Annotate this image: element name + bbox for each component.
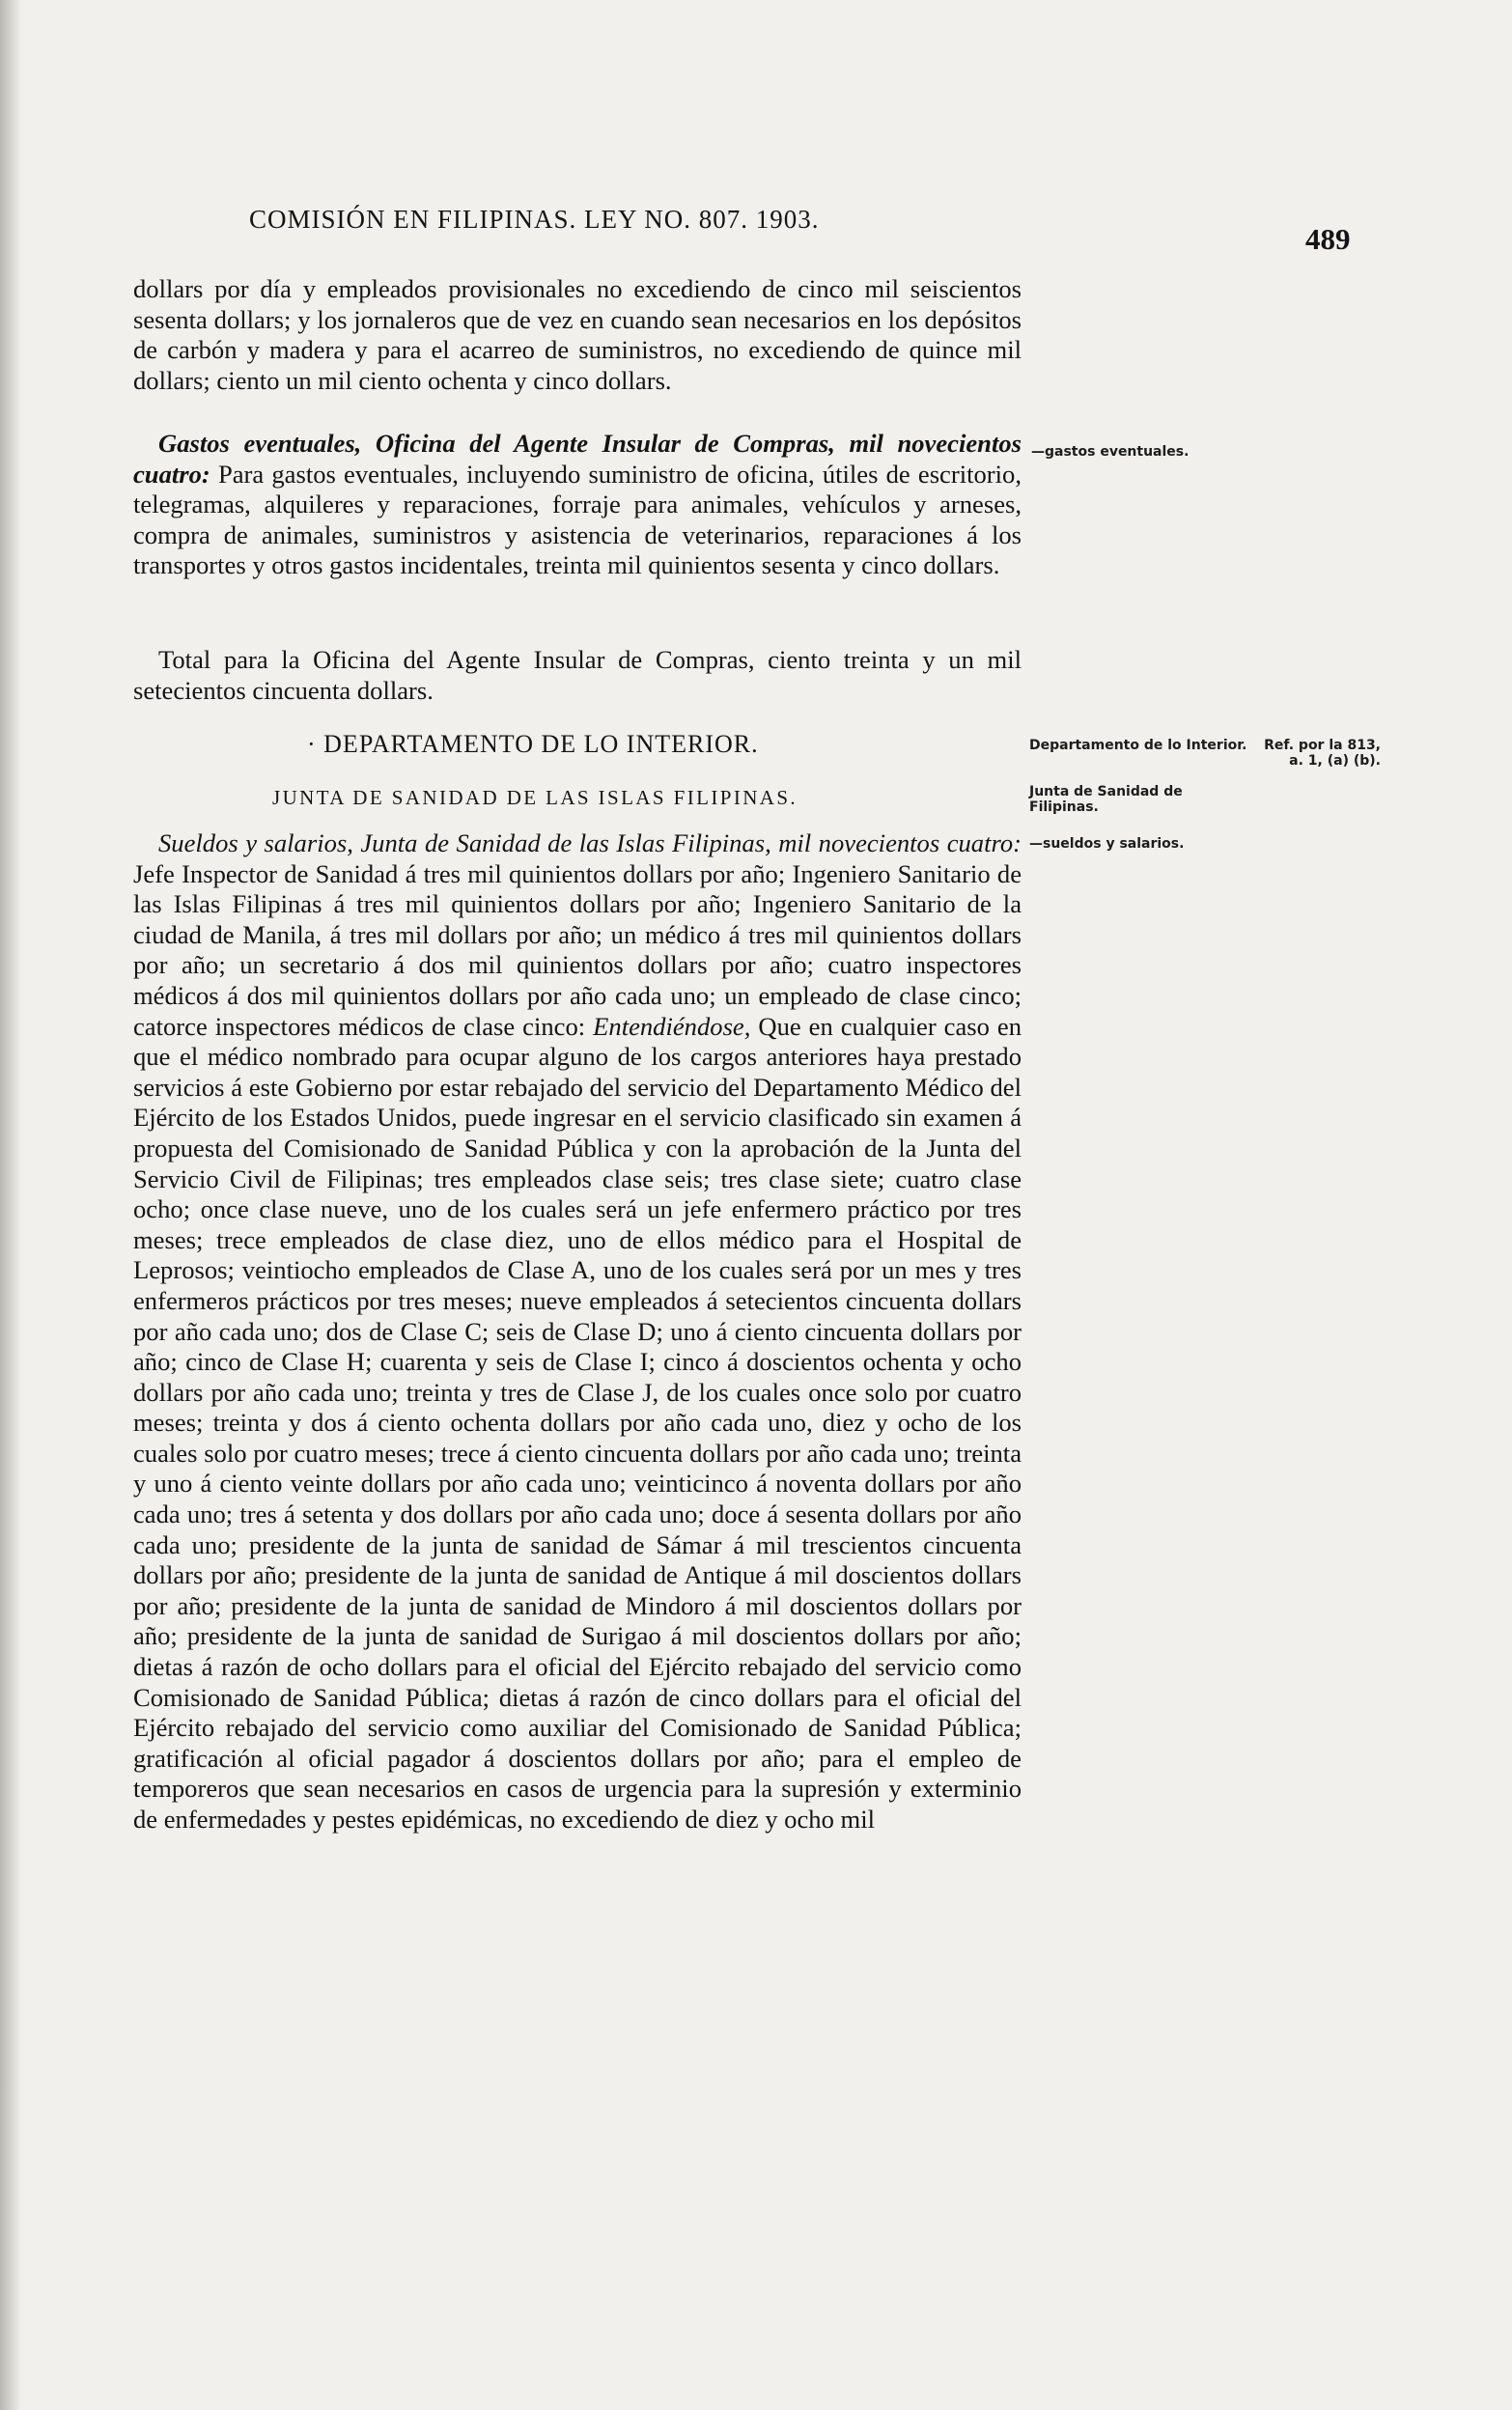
total-paragraph [133,645,1022,706]
margin-note-gastos: —gastos eventuales. [1031,444,1190,460]
scan-gutter-shadow [0,0,21,2410]
sueldos-paragraph-text-1: Jefe Inspector de Sanidad á tres mil quinientos dollars por año; Ingeniero Sanitario de las Islas Filipinas á tres mil quinientos dollars por año; Ingeniero Sanitario de la ciudad de Manila, á tres mil dollars por año; un médico á tres mil quinientos dollars por año; un secretario á dos mil quinientos dollars por año; cuatro inspectores médicos á dos mil quinientos dollars por año cada uno; un empleado de clase cinco; catorce inspectores médicos de clase cinco: [133,858,1022,1041]
subsection-title: JUNTA DE SANIDAD DE LAS ISLAS FILIPINAS. [272,786,798,809]
running-title: COMISIÓN EN FILIPINAS. LEY NO. 807. 1903. [249,205,820,234]
margin-note-junta: Junta de Sanidad de Filipinas. [1029,784,1183,815]
margin-note-sueldos: —sueldos y salarios. [1029,836,1185,852]
gastos-paragraph-lead: Gastos eventuales, Oficina del Agente Insular de Compras, mil novecientos cuatro: [133,429,1022,489]
section-title: · DEPARTAMENTO DE LO INTERIOR. [307,730,759,758]
page-number: 489 [1305,222,1351,256]
gastos-paragraph-text: Para gastos eventuales, incluyendo suministro de oficina, útiles de escritorio, telegramas, alquileres y reparaciones, forraje para animales, vehículos y arneses, compra de animales, suministros y asistencia de veterinarios, reparaciones á los transportes y otros gastos incidentales, treinta mil quinientos sesenta y cinco dollars. [133,459,1022,580]
margin-note-reference: Ref. por la 813, a. 1, (a) (b). [1264,738,1381,769]
gastos-paragraph [133,429,1022,581]
total-paragraph-text: Total para la Oficina del Agente Insular de Compras, ciento treinta y un mil setecientos cincuenta dollars. [133,645,1022,705]
intro-paragraph [133,274,1022,396]
sueldos-paragraph-body [133,828,1022,1836]
sueldos-paragraph-emphasis: Entendiéndose, [593,1011,751,1041]
margin-note-department: Departamento de lo Interior. [1029,738,1247,753]
gastos-paragraph-body [133,429,1022,581]
intro-paragraph-text: dollars por día y empleados provisionales no excediendo de cinco mil seiscientos sesenta dollars; y los jornaleros que de vez en cuando sean necesarios en los depósitos de carbón y madera y para el acarreo de suministros, no excediendo de quince mil dollars; ciento un mil ciento ochenta y cinco dollars. [133,274,1022,395]
sueldos-paragraph [133,828,1022,1836]
sueldos-paragraph-text-2: Que en cualquier caso en que el médico nombrado para ocupar alguno de los cargos anteriores haya prestado servicios á este Gobierno por estar rebajado del servicio del Departamento Médico del Ejército de los Estados Unidos, puede ingresar en el servicio clasificado sin examen á propuesta del Comisionado de Sanidad Pública y con la aprobación de la Junta del Servicio Civil de Filipinas; tres empleados clase seis; tres clase siete; cuatro clase ocho; once clase nueve, uno de los cuales será un jefe enfermero práctico por tres meses; trece empleados de clase diez, uno de ellos médico para el Hospital de Leprosos; veintiocho empleados de Clase A, uno de los cuales será por un mes y tres enfermeros prácticos por tres meses; nueve empleados á setecientos cincuenta dollars por año cada uno; dos de Clase C; seis de Clase D; uno á ciento cincuenta dollars por año; cinco de Clase H; cuarenta y seis de Clase I; cinco á doscientos ochenta y ocho dollars por año cada uno; treinta y tres de Clase J, de los cuales once solo por cuatro meses; treinta y dos á ciento ochenta dollars por año cada uno, diez y ocho de los cuales solo por cuatro meses; trece á ciento cincuenta dollars por año cada uno; treinta y uno á ciento veinte dollars por año cada uno; veinticinco á noventa dollars por año cada uno; tres á setenta y dos dollars por año cada uno; doce á sesenta dollars por año cada uno; presidente de la junta de sanidad de Sámar á mil trescientos cincuenta dollars por año; presidente de la junta de sanidad de Antique á mil doscientos dollars por año; presidente de la junta de sanidad de Mindoro á mil doscientos dollars por año; presidente de la junta de sanidad de Surigao á mil doscientos dollars por año; dietas á razón de ocho dollars para el oficial del Ejército rebajado del servicio como Comisionado de Sanidad Pública; dietas á razón de cinco dollars para el oficial del Ejército rebajado del servicio como auxiliar del Comisionado de Sanidad Pública; gratificación al oficial pagador á doscientos dollars por año; para el empleo de temporeros que sean necesarios en casos de urgencia para la supresión y exterminio de enfermedades y pestes epidémicas, no excediendo de diez y ocho mil [133,1011,1022,1834]
sueldos-paragraph-lead: Sueldos y salarios, Junta de Sanidad de las Islas Filipinas, mil novecientos cuatro: [158,828,1022,857]
